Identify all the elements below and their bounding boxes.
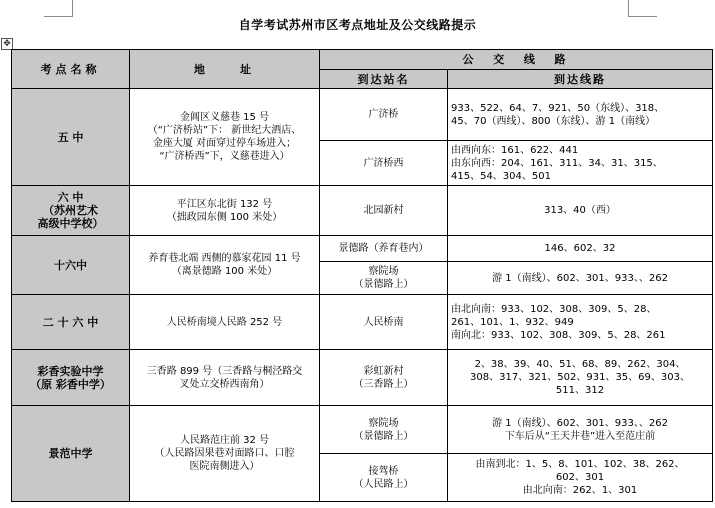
exam-site-table <box>11 49 713 502</box>
text-line: 景德路（养育巷内） <box>338 243 429 254</box>
text-line: 察院场 <box>368 266 399 277</box>
header-address: 地 址 <box>130 50 320 89</box>
route-list <box>448 295 713 350</box>
crop-mark-right <box>628 0 657 17</box>
text-line: 彩虹新村 <box>363 365 404 377</box>
text-line: （“广济桥站”下： 新世纪大酒店、 <box>147 125 302 136</box>
site-name: 彩香实验中学 （原 彩香中学） <box>12 350 130 406</box>
text-line: “广济桥西”下，义慈巷进入） <box>159 151 290 162</box>
route-list <box>448 141 713 186</box>
station-name <box>320 262 448 295</box>
text-line: 415、54、304、501 <box>451 170 551 182</box>
text-line: （人民路上） <box>353 478 414 490</box>
text-line: 933、522、64、7、921、50（东线）、318、 <box>451 102 665 114</box>
header-station: 到达站名 <box>320 70 448 89</box>
station-name <box>320 89 448 141</box>
header-route: 到达线路 <box>448 70 713 89</box>
station-name <box>320 141 448 186</box>
text-line: 游 1（南线）、602、301、933、、262 <box>492 272 668 284</box>
text-line: 广济桥 <box>368 109 399 120</box>
site-address <box>130 295 320 350</box>
site-address <box>130 350 320 406</box>
document-title: 自学考试苏州市区考点地址及公交线路提示 <box>238 18 477 32</box>
text-line: 人民路范庄前 32 号 <box>179 435 270 446</box>
text-line: 2、38、39、40、51、68、89、262、304、 <box>474 359 686 370</box>
text-line: 接驾桥 <box>368 465 399 477</box>
text-line: 45、70（西线）、800（东线）、游 1（南线） <box>451 115 656 127</box>
text-line: 北园新村 <box>363 205 404 216</box>
station-name <box>320 236 448 262</box>
text-line: 养育巷北端 西侧的慕家花园 11 号 <box>148 253 301 264</box>
text-line: 261、101、1、932、949 <box>451 316 574 328</box>
station-name <box>320 454 448 502</box>
text-line: 由南到北：1、5、8、101、102、38、262、 <box>475 459 685 470</box>
text-line: 金阊区义慈巷 15 号 <box>179 112 270 123</box>
text-line: 308、317、321、502、931、35、69、303、 <box>470 372 690 383</box>
header-name: 考点名称 <box>12 50 130 89</box>
site-name: 十六中 <box>12 236 130 295</box>
site-name: 六 中 （苏州艺术 高级中学校） <box>12 186 130 236</box>
text-line: 医院南侧进入） <box>189 461 260 472</box>
station-name <box>320 350 448 406</box>
route-list <box>448 236 713 262</box>
text-line: （三香路上） <box>353 378 414 390</box>
text-line: 由西向东：161、622、441 <box>451 144 579 156</box>
text-line: 313、40（西） <box>544 205 616 216</box>
text-line: （离景德路 100 米处） <box>171 266 278 277</box>
crop-mark-left <box>44 0 73 17</box>
site-name: 五 中 <box>12 89 130 186</box>
text-line: 察院场 <box>368 417 399 429</box>
text-line: 由北向南：262、1、301 <box>522 485 638 496</box>
site-name: 景范中学 <box>12 406 130 502</box>
text-line: 平江区东北街 132 号 <box>176 198 273 210</box>
site-address <box>130 236 320 295</box>
header-transit: 公 交 线 路 <box>320 50 713 70</box>
text-line: 三香路 899 号（三香路与桐泾路交 <box>146 365 303 377</box>
route-list <box>448 350 713 406</box>
text-line: 由东向西：204、161、311、34、31、315、 <box>451 157 663 169</box>
text-line: 广济桥西 <box>363 157 404 169</box>
text-line: 游 1（南线）、602、301、933、、262 <box>492 417 668 429</box>
route-list <box>448 89 713 141</box>
route-list <box>448 454 713 502</box>
text-line: 南向北：933、102、308、309、5、28、261 <box>451 329 666 341</box>
text-line: （景德路上） <box>353 279 414 290</box>
station-name <box>320 186 448 236</box>
site-name: 二 十 六 中 <box>12 295 130 350</box>
text-line: 146、602、32 <box>544 243 616 254</box>
text-line: 511、312 <box>555 385 605 396</box>
text-line: 金座大厦 对面穿过停车场进入； <box>152 138 297 149</box>
site-address <box>130 406 320 502</box>
text-line: 叉处立交桥西南角） <box>179 378 270 390</box>
route-list <box>448 262 713 295</box>
station-name <box>320 295 448 350</box>
text-line: 人民桥南境人民路 252 号 <box>166 316 283 328</box>
text-line: 下车后从“王天井巷”进入至范庄前 <box>504 430 656 442</box>
table-move-handle-icon[interactable]: ✥ <box>1 38 13 50</box>
route-list <box>448 186 713 236</box>
text-line: 由北向南：933、102、308、309、5、28、 <box>451 303 657 315</box>
text-line: 人民桥南 <box>363 316 404 328</box>
site-address <box>130 186 320 236</box>
text-line: （拙政园东侧 100 米处） <box>166 211 283 223</box>
route-list <box>448 406 713 454</box>
station-name <box>320 406 448 454</box>
site-address <box>130 89 320 186</box>
text-line: （人民路因果巷对面路口、口腔 <box>154 448 295 459</box>
text-line: 602、301 <box>555 472 605 483</box>
text-line: （景德路上） <box>353 430 414 442</box>
